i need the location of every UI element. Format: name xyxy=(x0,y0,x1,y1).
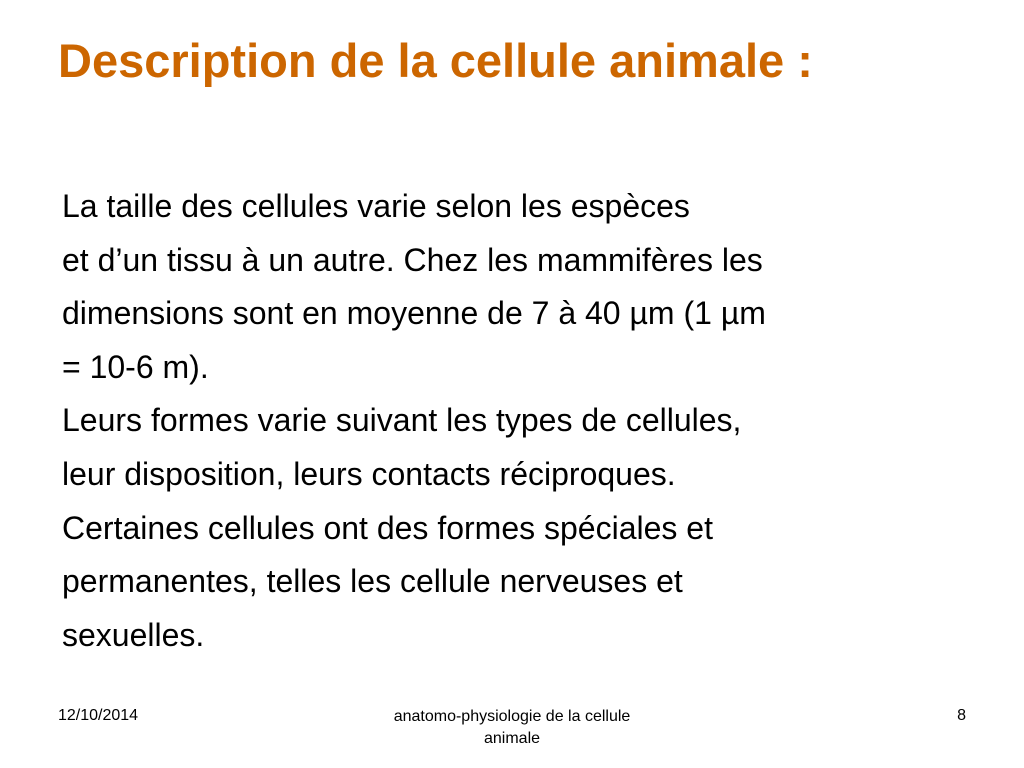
body-line: sexuelles. xyxy=(62,616,205,653)
body-line: Leurs formes varie suivant les types de cellules, xyxy=(62,402,742,439)
slide-title: Description de la cellule animale : xyxy=(58,34,813,87)
body-line: leur disposition, leurs contacts réciproques. xyxy=(62,455,676,492)
footer-title-line: animale xyxy=(483,730,541,747)
footer-presentation-title xyxy=(362,706,662,750)
body-line: permanentes, telles les cellule nerveuses et xyxy=(62,563,683,600)
body-line: Certaines cellules ont des formes spéciales et xyxy=(62,509,713,546)
body-line: La taille des cellules varie selon les espèces xyxy=(62,188,690,224)
footer-title-line: anatomo-physiologie de la cellule xyxy=(393,708,631,725)
body-line: et d’un tissu à un autre. Chez les mammifères les xyxy=(62,241,763,278)
footer-date: 12/10/2014 xyxy=(58,707,139,724)
body-line: = 10-6 m). xyxy=(62,348,209,385)
slide-body xyxy=(62,180,982,662)
page-number: 8 xyxy=(957,707,966,724)
body-line: dimensions sont en moyenne de 7 à 40 µm (1 µm xyxy=(62,295,766,332)
